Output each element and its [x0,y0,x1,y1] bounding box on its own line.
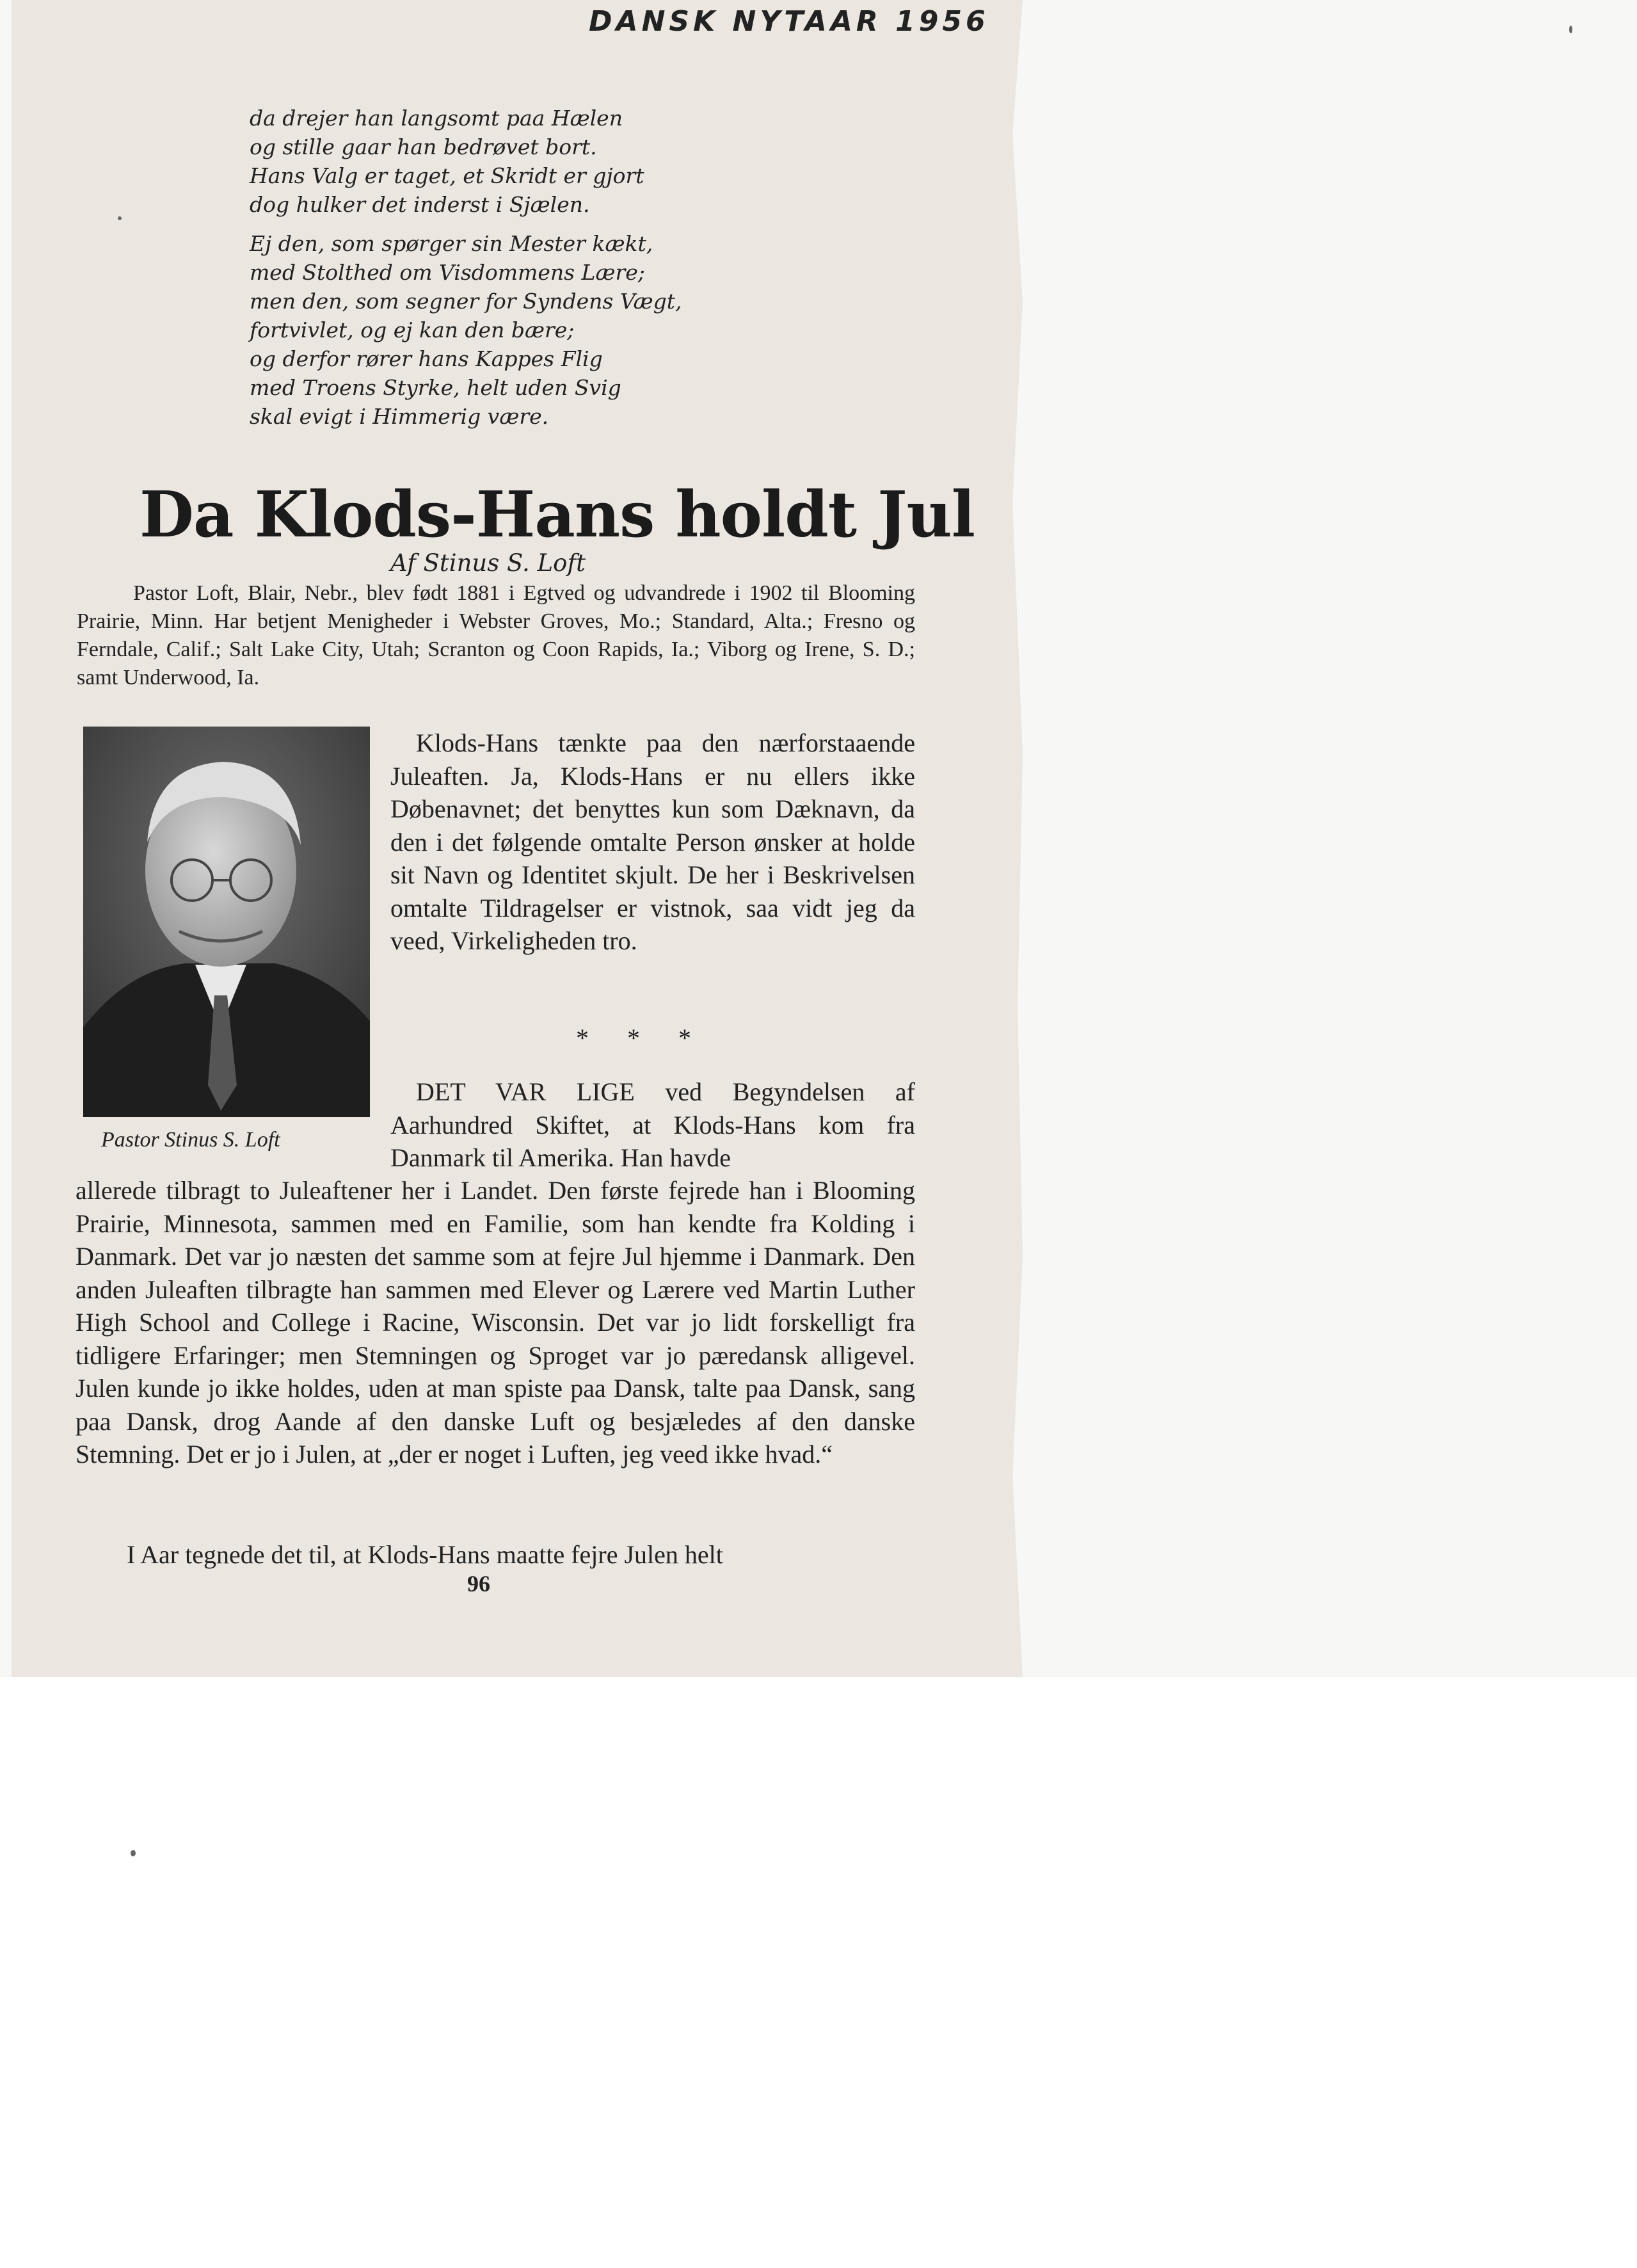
handwritten-annotation: DANSK NYTAAR 1956 [589,5,989,38]
poem-line: men den, som segner for Syndens Vægt, [250,289,682,314]
section-separator: * * * [576,1024,691,1052]
portrait-illustration [83,727,370,1117]
poem-line: dog hulker det inderst i Sjælen. [250,192,590,217]
author-portrait [83,727,370,1117]
article-title: Da Klods-Hans holdt Jul [140,478,975,552]
poem-line: da drejer han langsomt paa Hælen [250,106,623,131]
article-byline: Af Stinus S. Loft [390,549,586,577]
poem-line: skal evigt i Himmerig være. [250,404,549,429]
body-paragraph-1-continued: allerede tilbragt to Juleaftener her i Landet. Den første fejrede han i Blooming Prairie, Minnesota, sammen med en Familie, som han kendte fra Kolding i Danmark. Det var jo næsten det samme som at fejre Jul hjemme i Danmark. Den anden Juleaften tilbragte han sammen med Elever og Lærere ved Martin Luther High School and College i Racine, Wisconsin. Det var jo lidt forskelligt fra tidligere Erfaringer; men Stemningen og Sproget var jo pæredansk alligevel. Julen kunde jo ikke holdes, uden at man spiste paa Dansk, talte paa Dansk, sang paa Dansk, drog Aande af den danske Luft og besjæledes af den danske Stemning. Det er jo i Julen, at „der er noget i Luften, jeg veed ikke hvad.“ [76,1176,915,1468]
body-paragraph-1-start: DET VAR LIGE ved Begyndelsen af Aarhundred Skiftet, at Klods-Hans kom fra Danmark til Amerika. Han havde [390,1077,915,1172]
poem-line: fortvivlet, og ej kan den bære; [250,318,575,342]
poem-line: Hans Valg er taget, et Skridt er gjort [250,163,644,188]
poem-stanza-1 [250,104,774,219]
page-number: 96 [467,1571,490,1596]
photo-caption: Pastor Stinus S. Loft [101,1128,280,1152]
poem-stanza-2 [250,229,774,431]
dust-speck [118,216,122,220]
dust-speck [1569,26,1572,33]
intro-paragraph: Klods-Hans tænkte paa den nærforstaaende Juleaften. Ja, Klods-Hans er nu ellers ikke Døbenavnet; det benyttes kun som Dæknavn, da den i det følgende omtalte Person ønsker at holde sit Navn og Identitet skjult. De her i Beskrivelsen omtalte Tildragelser er vistnok, saa vidt jeg da veed, Virkeligheden tro. [390,728,915,955]
poem-line: med Troens Styrke, helt uden Svig [250,375,621,400]
poem-line: med Stolthed om Visdommens Lære; [250,260,645,285]
poem [250,104,774,441]
dust-speck [131,1850,136,1856]
body-paragraph-2: I Aar tegnede det til, at Klods-Hans maatte fejre Julen helt [127,1540,723,1569]
poem-line: og derfor rører hans Kappes Flig [250,346,603,371]
poem-line: og stille gaar han bedrøvet bort. [250,134,597,159]
poem-line: Ej den, som spørger sin Mester kækt, [250,231,653,256]
author-bio: Pastor Loft, Blair, Nebr., blev født 1881 i Egtved og udvandrede i 1902 til Blooming Prairie, Minn. Har betjent Menigheder i Webster Groves, Mo.; Standard, Alta.; Fresno og Ferndale, Calif.; Salt Lake City, Utah; Scranton og Coon Rapids, Ia.; Viborg og Irene, S. D.; samt Underwood, Ia. [77,581,915,689]
